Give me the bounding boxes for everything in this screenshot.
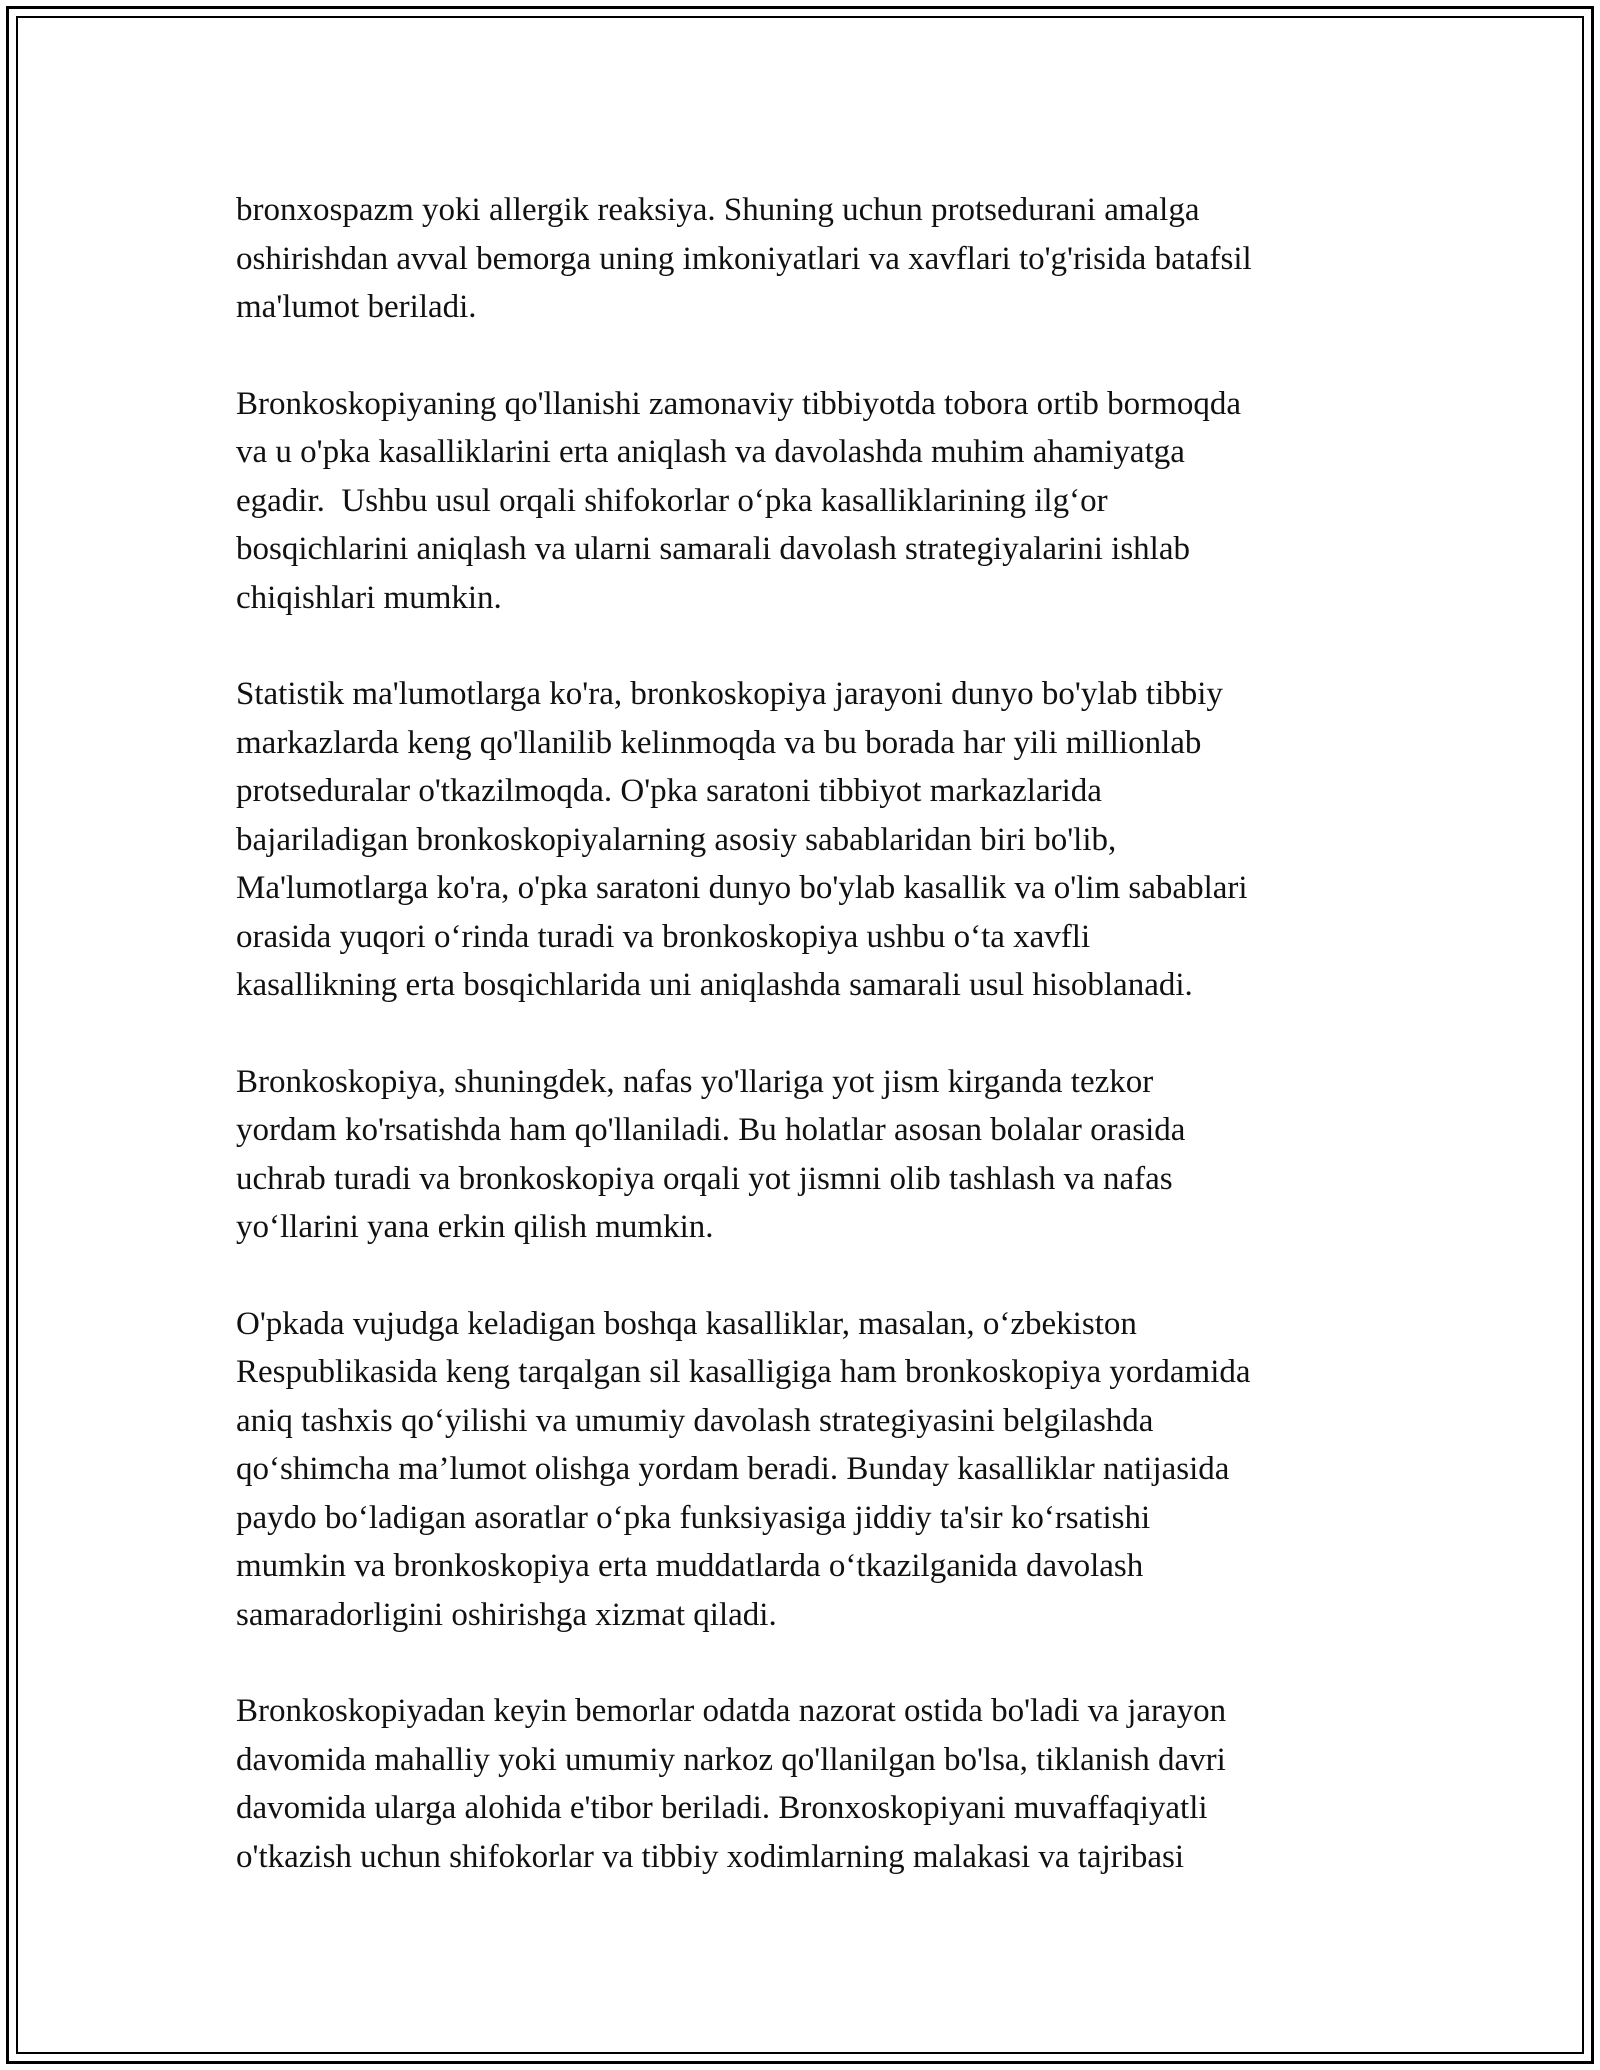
text-line: Statistik ma'lumotlarga ko'ra, bronkoskopiya jarayoni dunyo bo'ylab tibbiy bbox=[236, 676, 1223, 712]
text-line: markazlarda keng qo'llanilib kelinmoqda va bu borada har yili millionlab bbox=[236, 724, 1202, 761]
text-line: yo‘llarini yana erkin qilish mumkin. bbox=[236, 1209, 714, 1245]
text-line: uchrab turadi va bronkoskopiya orqali yot jismni olib tashlash va nafas bbox=[236, 1160, 1173, 1197]
text-line: bajariladigan bronkoskopiyalarning asosiy sabablaridan biri bo'lib, bbox=[236, 821, 1117, 858]
text-line: qo‘shimcha ma’lumot olishga yordam beradi. Bunday kasalliklar natijasida bbox=[236, 1451, 1230, 1487]
text-line: bosqichlarini aniqlash va ularni samarali davolash strategiyalarini ishlab bbox=[236, 531, 1190, 567]
paragraph-2 bbox=[236, 380, 1386, 623]
text-line: yordam ko'rsatishda ham qo'llaniladi. Bu holatlar asosan bolalar orasida bbox=[236, 1112, 1186, 1148]
text-line: Ma'lumotlarga ko'ra, o'pka saratoni dunyo bo'ylab kasallik va o'lim sabablari bbox=[236, 870, 1248, 906]
text-line: O'pkada vujudga keladigan boshqa kasalliklar, masalan, o‘zbekiston bbox=[236, 1305, 1137, 1342]
text-line: egadir. Ushbu usul orqali shifokorlar o‘pka kasalliklarining ilg‘or bbox=[236, 482, 1108, 519]
text-line: ma'lumot beriladi. bbox=[236, 289, 477, 325]
text-line: chiqishlari mumkin. bbox=[236, 579, 502, 616]
paragraph-6 bbox=[236, 1687, 1386, 1881]
text-line: orasida yuqori o‘rinda turadi va bronkoskopiya ushbu o‘ta xavfli bbox=[236, 918, 1091, 955]
text-line: davomida mahalliy yoki umumiy narkoz qo'llanilgan bo'lsa, tiklanish davri bbox=[236, 1741, 1226, 1778]
paragraph-4 bbox=[236, 1058, 1386, 1252]
text-line: kasallikning erta bosqichlarida uni aniqlashda samarali usul hisoblanadi. bbox=[236, 967, 1193, 1003]
paragraph-1 bbox=[236, 186, 1386, 332]
text-line: oshirishdan avval bemorga uning imkoniyatlari va xavflari to'g'risida batafsil bbox=[236, 240, 1252, 277]
text-line: Bronkoskopiyaning qo'llanishi zamonaviy tibbiyotda tobora ortib bormoqda bbox=[236, 385, 1241, 422]
text-line: davomida ularga alohida e'tibor beriladi. Bronxoskopiyani muvaffaqiyatli bbox=[236, 1790, 1208, 1826]
text-line: Bronkoskopiyadan keyin bemorlar odatda nazorat ostida bo'ladi va jarayon bbox=[236, 1693, 1227, 1729]
text-line: va u o'pka kasalliklarini erta aniqlash va davolashda muhim ahamiyatga bbox=[236, 434, 1185, 470]
text-line: mumkin va bronkoskopiya erta muddatlarda o‘tkazilganida davolash bbox=[236, 1548, 1144, 1584]
text-line: samaradorligini oshirishga xizmat qiladi. bbox=[236, 1596, 777, 1633]
text-line: o'tkazish uchun shifokorlar va tibbiy xodimlarning malakasi va tajribasi bbox=[236, 1838, 1185, 1875]
text-line: Respublikasida keng tarqalgan sil kasalligiga ham bronkoskopiya yordamida bbox=[236, 1354, 1251, 1390]
text-line: paydo bo‘ladigan asoratlar o‘pka funksiyasiga jiddiy ta'sir ko‘rsatishi bbox=[236, 1499, 1151, 1536]
text-line: protseduralar o'tkazilmoqda. O'pka saratoni tibbiyot markazlarida bbox=[236, 773, 1102, 809]
paragraph-5 bbox=[236, 1300, 1386, 1640]
document-body bbox=[236, 186, 1386, 1881]
text-line: Bronkoskopiya, shuningdek, nafas yo'llariga yot jism kirganda tezkor bbox=[236, 1063, 1154, 1100]
text-line: bronxospazm yoki allergik reaksiya. Shuning uchun protsedurani amalga bbox=[236, 192, 1200, 228]
paragraph-3 bbox=[236, 670, 1386, 1010]
text-line: aniq tashxis qo‘yilishi va umumiy davolash strategiyasini belgilashda bbox=[236, 1402, 1154, 1439]
